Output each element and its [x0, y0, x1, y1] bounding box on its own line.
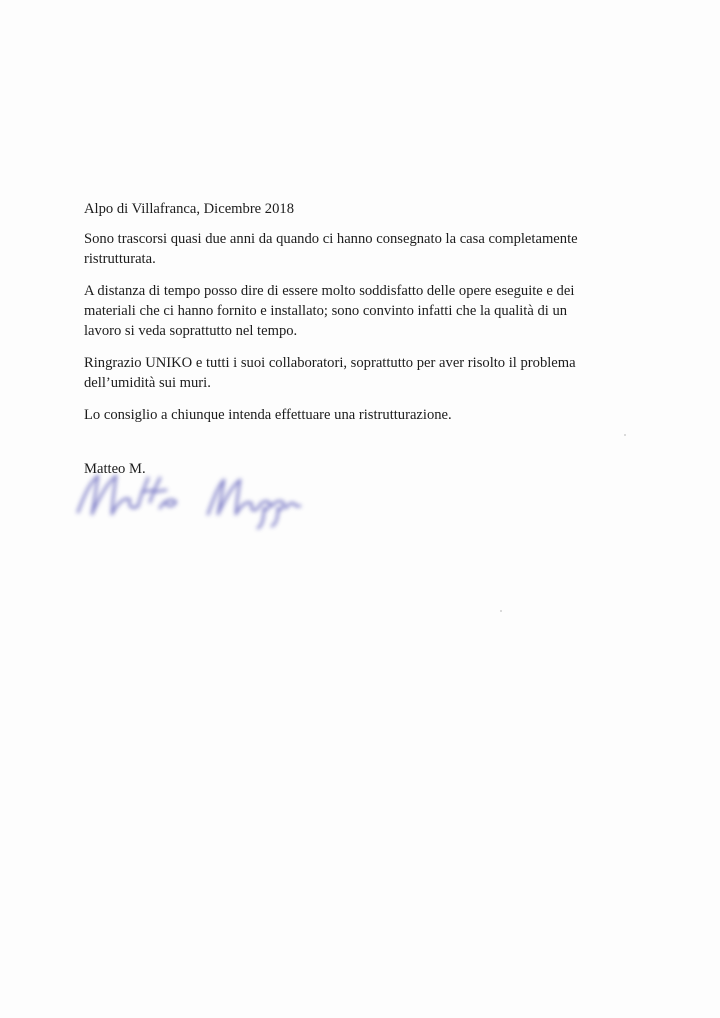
author-name: Matteo M. [84, 461, 146, 477]
date-line: Alpo di Villafranca, Dicembre 2018 [84, 201, 294, 217]
scan-speck [624, 434, 626, 436]
scan-speck [500, 610, 502, 612]
signature-last-name-stroke-2 [258, 501, 300, 528]
paragraph-recommendation: Lo consiglio a chiunque intenda effettuare una ristrutturazione. [84, 407, 452, 423]
handwritten-signature [68, 462, 318, 532]
signature-first-name-stroke [78, 476, 138, 514]
paragraph-delivery: Sono trascorsi quasi due anni da quando ci hanno consegnato la casa completamente ristrutturata. [84, 231, 578, 267]
paragraph-satisfaction: A distanza di tempo posso dire di essere molto soddisfatto delle opere eseguite e dei materiali che ci hanno fornito e installato; sono convinto infatti che la qualità di un lavoro si veda soprattutto nel tempo. [84, 283, 575, 339]
signature-first-name-stroke-2 [138, 478, 176, 508]
signature-last-name-stroke [208, 480, 258, 514]
letter-body [84, 199, 594, 479]
paragraph-thanks: Ringrazio UNIKO e tutti i suoi collaboratori, soprattutto per aver risolto il problema dell’umidità sui muri. [84, 355, 576, 391]
